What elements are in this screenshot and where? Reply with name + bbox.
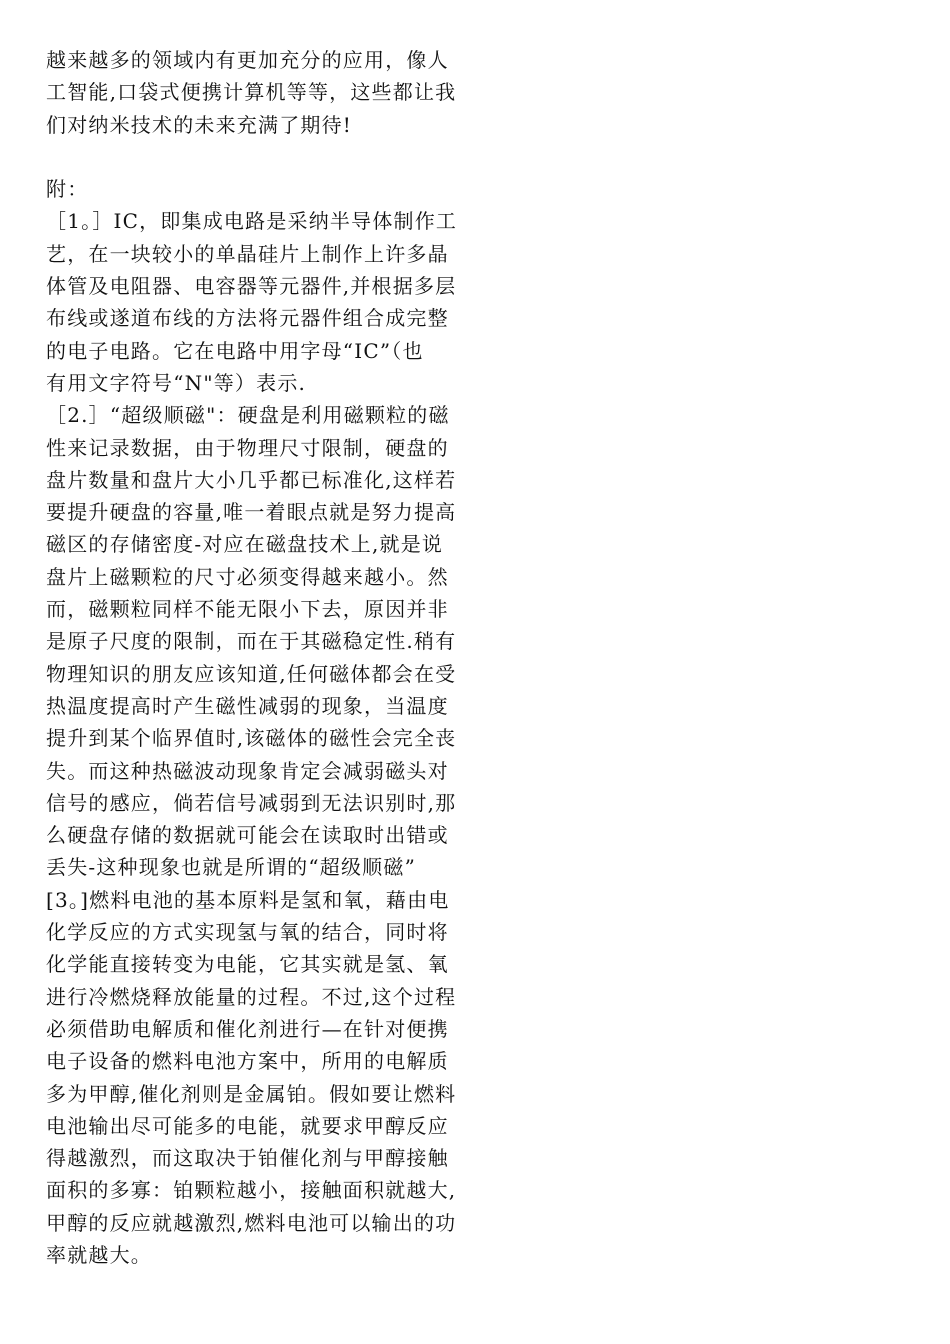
text-line: 盘片数量和盘片大小几乎都已标准化,这样若 [46, 467, 457, 492]
text-line: 多为甲醇,催化剂则是金属铂。假如要让燃料 [46, 1081, 457, 1106]
footnote-1 [46, 205, 476, 399]
text-line: 盘片上磁颗粒的尺寸必须变得越来越小。然 [46, 564, 449, 589]
text-line: 率就越大。 [46, 1242, 152, 1267]
text-line: 电池输出尽可能多的电能，就要求甲醇反应 [46, 1113, 449, 1138]
text-line: ［1。］IC，即集成电路是采纳半导体制作工 [46, 209, 458, 234]
text-line: 失。而这种热磁波动现象肯定会减弱磁头对 [46, 758, 449, 783]
text-line: 么硬盘存储的数据就可能会在读取时出错或 [46, 823, 449, 848]
text-line: 电子设备的燃料电池方案中，所用的电解质 [46, 1049, 449, 1074]
text-line: 进行冷燃烧释放能量的过程。不过,这个过程 [46, 984, 457, 1009]
text-line: 甲醇的反应就越激烈,燃料电池可以输出的功 [46, 1210, 457, 1235]
text-line: 要提升硬盘的容量,唯一着眼点就是努力提高 [46, 500, 457, 525]
text-line: [3。]燃料电池的基本原料是氢和氧，藉由电 [46, 887, 450, 912]
text-line: ［2.］“超级顺磁"：硬盘是利用磁颗粒的磁 [46, 403, 450, 428]
text-line: 必须借助电解质和催化剂进行—在针对便携 [46, 1016, 449, 1041]
text-line: 是原子尺度的限制，而在于其磁稳定性.稍有 [46, 629, 457, 654]
appendix-label: 附： [46, 177, 89, 202]
text-line: 信号的感应，倘若信号减弱到无法识别时,那 [46, 790, 457, 815]
text-line: 物理知识的朋友应该知道,任何磁体都会在受 [46, 661, 457, 686]
text-line: 丢失-这种现象也就是所谓的“超级顺磁” [46, 855, 417, 880]
intro-paragraph [46, 44, 476, 141]
text-line: 提升到某个临界值时,该磁体的磁性会完全丧 [46, 726, 457, 751]
text-line: 而，磁颗粒同样不能无限小下去，原因并非 [46, 597, 449, 622]
blank-line [46, 141, 476, 173]
text-line: 们对纳米技术的未来充满了期待! [46, 112, 353, 137]
text-line: 化学能直接转变为电能，它其实就是氢、氧 [46, 952, 449, 977]
text-line: 面积的多寡：铂颗粒越小，接触面积就越大, [46, 1178, 457, 1203]
text-line: 的电子电路。它在电路中用字母“IC”（也 [46, 338, 424, 363]
text-line: 艺，在一块较小的单晶硅片上制作上许多晶 [46, 241, 449, 266]
document-page [46, 44, 476, 1271]
text-line: 性来记录数据，由于物理尺寸限制，硬盘的 [46, 435, 449, 460]
text-line: 得越激烈，而这取决于铂催化剂与甲醇接触 [46, 1146, 449, 1171]
text-line: 化学反应的方式实现氢与氧的结合，同时将 [46, 920, 449, 945]
footnote-3 [46, 884, 476, 1272]
text-line: 布线或遂道布线的方法将元器件组合成完整 [46, 306, 449, 331]
text-line: 体管及电阻器、电容器等元器件,并根据多层 [46, 274, 457, 299]
footnote-2 [46, 399, 476, 883]
text-line: 磁区的存储密度-对应在磁盘技术上,就是说 [46, 532, 444, 557]
text-line: 工智能,口袋式便携计算机等等，这些都让我 [46, 80, 457, 105]
text-line: 有用文字符号“N"等）表示. [46, 370, 307, 395]
text-line: 越来越多的领域内有更加充分的应用，像人 [46, 48, 449, 72]
text-line: 热温度提高时产生磁性减弱的现象，当温度 [46, 693, 449, 718]
